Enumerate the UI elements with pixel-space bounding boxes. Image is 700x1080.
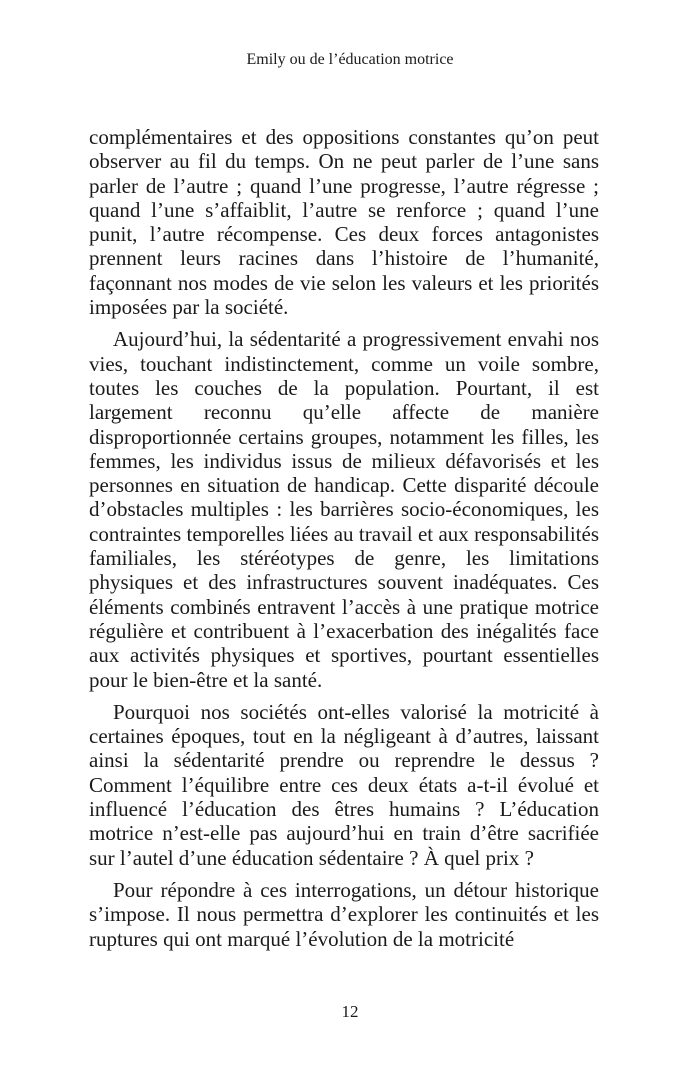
body-text: [89, 125, 599, 959]
paragraph-detour-historique: Pour répondre à ces interrogations, un détour historique s’impose. Il nous permettra d’explorer les continuités et les ruptures qui ont marqué l’évolution de la motricité: [89, 877, 599, 951]
running-head: Emily ou de l’éducation motrice: [246, 51, 454, 68]
paragraph-continuation: complémentaires et des oppositions constantes qu’on peut observer au fil du temps. On ne peut parler de l’une sans parler de l’autre ; quand l’une progresse, l’autre régresse ; quand l’une s’affaiblit, l’autre se renforce ; quand l’une punit, l’autre récompense. Ces deux forces antagonistes prennent leurs racines dans l’histoire de l’humanité, façonnant nos modes de vie selon les valeurs et les priorités imposées par la société.: [89, 125, 599, 320]
paragraph-questions: Pourquoi nos sociétés ont-elles valorisé la motricité à certaines époques, tout en la négligeant à d’autres, laissant ainsi la sédentarité prendre ou reprendre le dessus ? Comment l’équilibre entre ces deux états a-t-il évolué et influencé l’éducation des êtres humains ? L’éducation motrice n’est-elle pas aujourd’hui en train d’être sacrifiée sur l’autel d’une éducation sédentaire ? À quel prix ?: [89, 699, 599, 870]
paragraph-sedentarite: Aujourd’hui, la sédentarité a progressivement envahi nos vies, touchant indistinctement, comme un voile sombre, toutes les couches de la population. Pourtant, il est largement reconnu qu’elle affecte de manière disproportionnée certains groupes, notamment les filles, les femmes, les individus issus de milieux défavorisés et les personnes en situation de handicap. Cette disparité découle d’obstacles multiples : les barrières socio-économiques, les contraintes temporelles liées au travail et aux responsabilités familiales, les stéréotypes de genre, les limitations physiques et des infrastructures souvent inadéquates. Ces éléments combinés entravent l’accès à une pratique motrice régulière et contribuent à l’exacerbation des inégalités face aux activités physiques et sportives, pourtant essentielles pour le bien-être et la santé.: [89, 327, 599, 692]
page-number: 12: [341, 1002, 359, 1021]
